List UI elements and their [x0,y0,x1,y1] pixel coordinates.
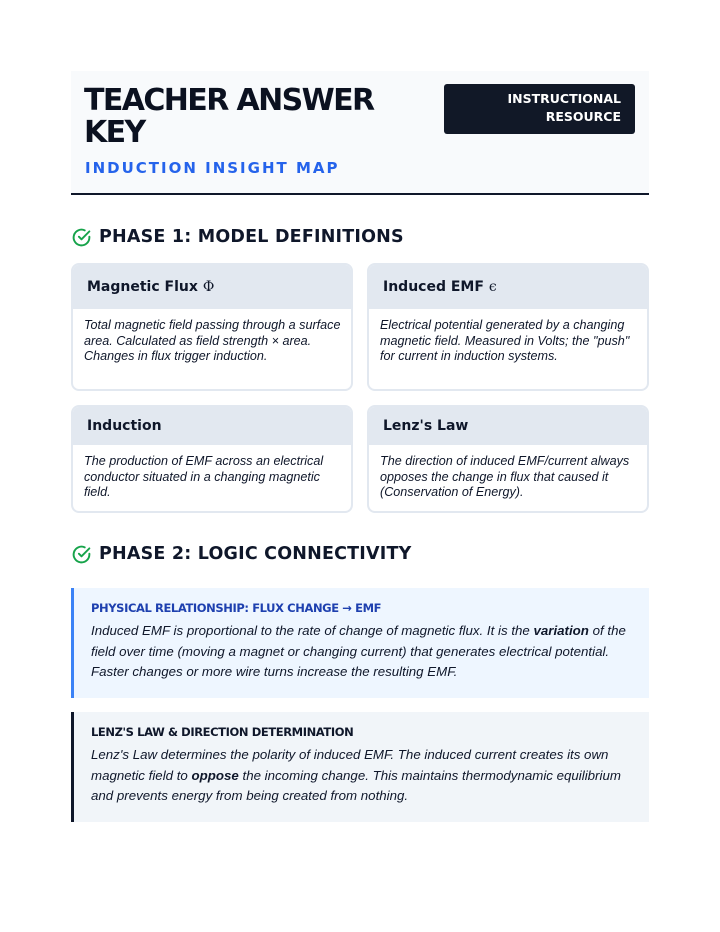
card-title: Lenz's Law [383,418,469,434]
card-text: The production of EMF across an electrical conductor situated in a changing magnetic field. [84,454,324,499]
card-title: Magnetic Flux [87,279,198,295]
logic-block-title: LENZ'S LAW & DIRECTION DETERMINATION [91,725,354,739]
card-text: The direction of induced EMF/current always opposes the change in flux that caused it (Conservation of Energy). [380,454,630,499]
page-title: TEACHER ANSWER KEY [84,83,374,150]
resource-badge: INSTRUCTIONAL RESOURCE [444,84,635,134]
phase1-heading [71,225,404,249]
logic-block-flux-emf [71,588,649,698]
card-header [73,265,351,309]
card-title: Induced EMF [383,279,484,295]
phase2-heading-label: PHASE 2: LOGIC CONNECTIVITY [99,544,412,564]
card-header [369,407,647,445]
definition-card-lenz-law [367,405,649,513]
logic-block-text: Induced EMF is proportional to the rate of change of magnetic flux. It is the variation of the field over time (moving a magnet or changing current) that generates electrical potential. Faster changes or more wire turns increase the resulting EMF. [91,623,626,679]
page-subtitle: INDUCTION INSIGHT MAP [85,159,340,177]
card-header [73,407,351,445]
logic-block-text: Lenz's Law determines the polarity of induced EMF. The induced current creates its own magnetic field to oppose the incoming change. This maintains thermodynamic equilibrium and prevents energy from being created from nothing. [91,747,621,803]
phase2-heading [71,542,411,566]
emphasis-term: oppose [191,767,239,783]
emphasis-term: variation [533,623,589,638]
check-circle-icon [71,227,92,248]
phase1-heading-label: PHASE 1: MODEL DEFINITIONS [99,227,404,247]
card-symbol: Φ [202,279,215,295]
check-circle-icon [71,544,92,565]
logic-block-lenz [71,712,649,822]
definition-card-induction [71,405,353,513]
definition-card-magnetic-flux [71,263,353,391]
card-title: Induction [87,418,162,434]
card-header [369,265,647,309]
card-text: Total magnetic field passing through a surface area. Calculated as field strength × area. Changes in flux trigger induction. [84,318,341,363]
logic-block-title: PHYSICAL RELATIONSHIP: FLUX CHANGE → EMF [91,601,382,615]
card-symbol: ϵ [488,279,497,295]
card-text: Electrical potential generated by a changing magnetic field. Measured in Volts; the "push" for current in induction systems. [380,318,630,363]
definition-card-induced-emf [367,263,649,391]
header [71,71,649,195]
